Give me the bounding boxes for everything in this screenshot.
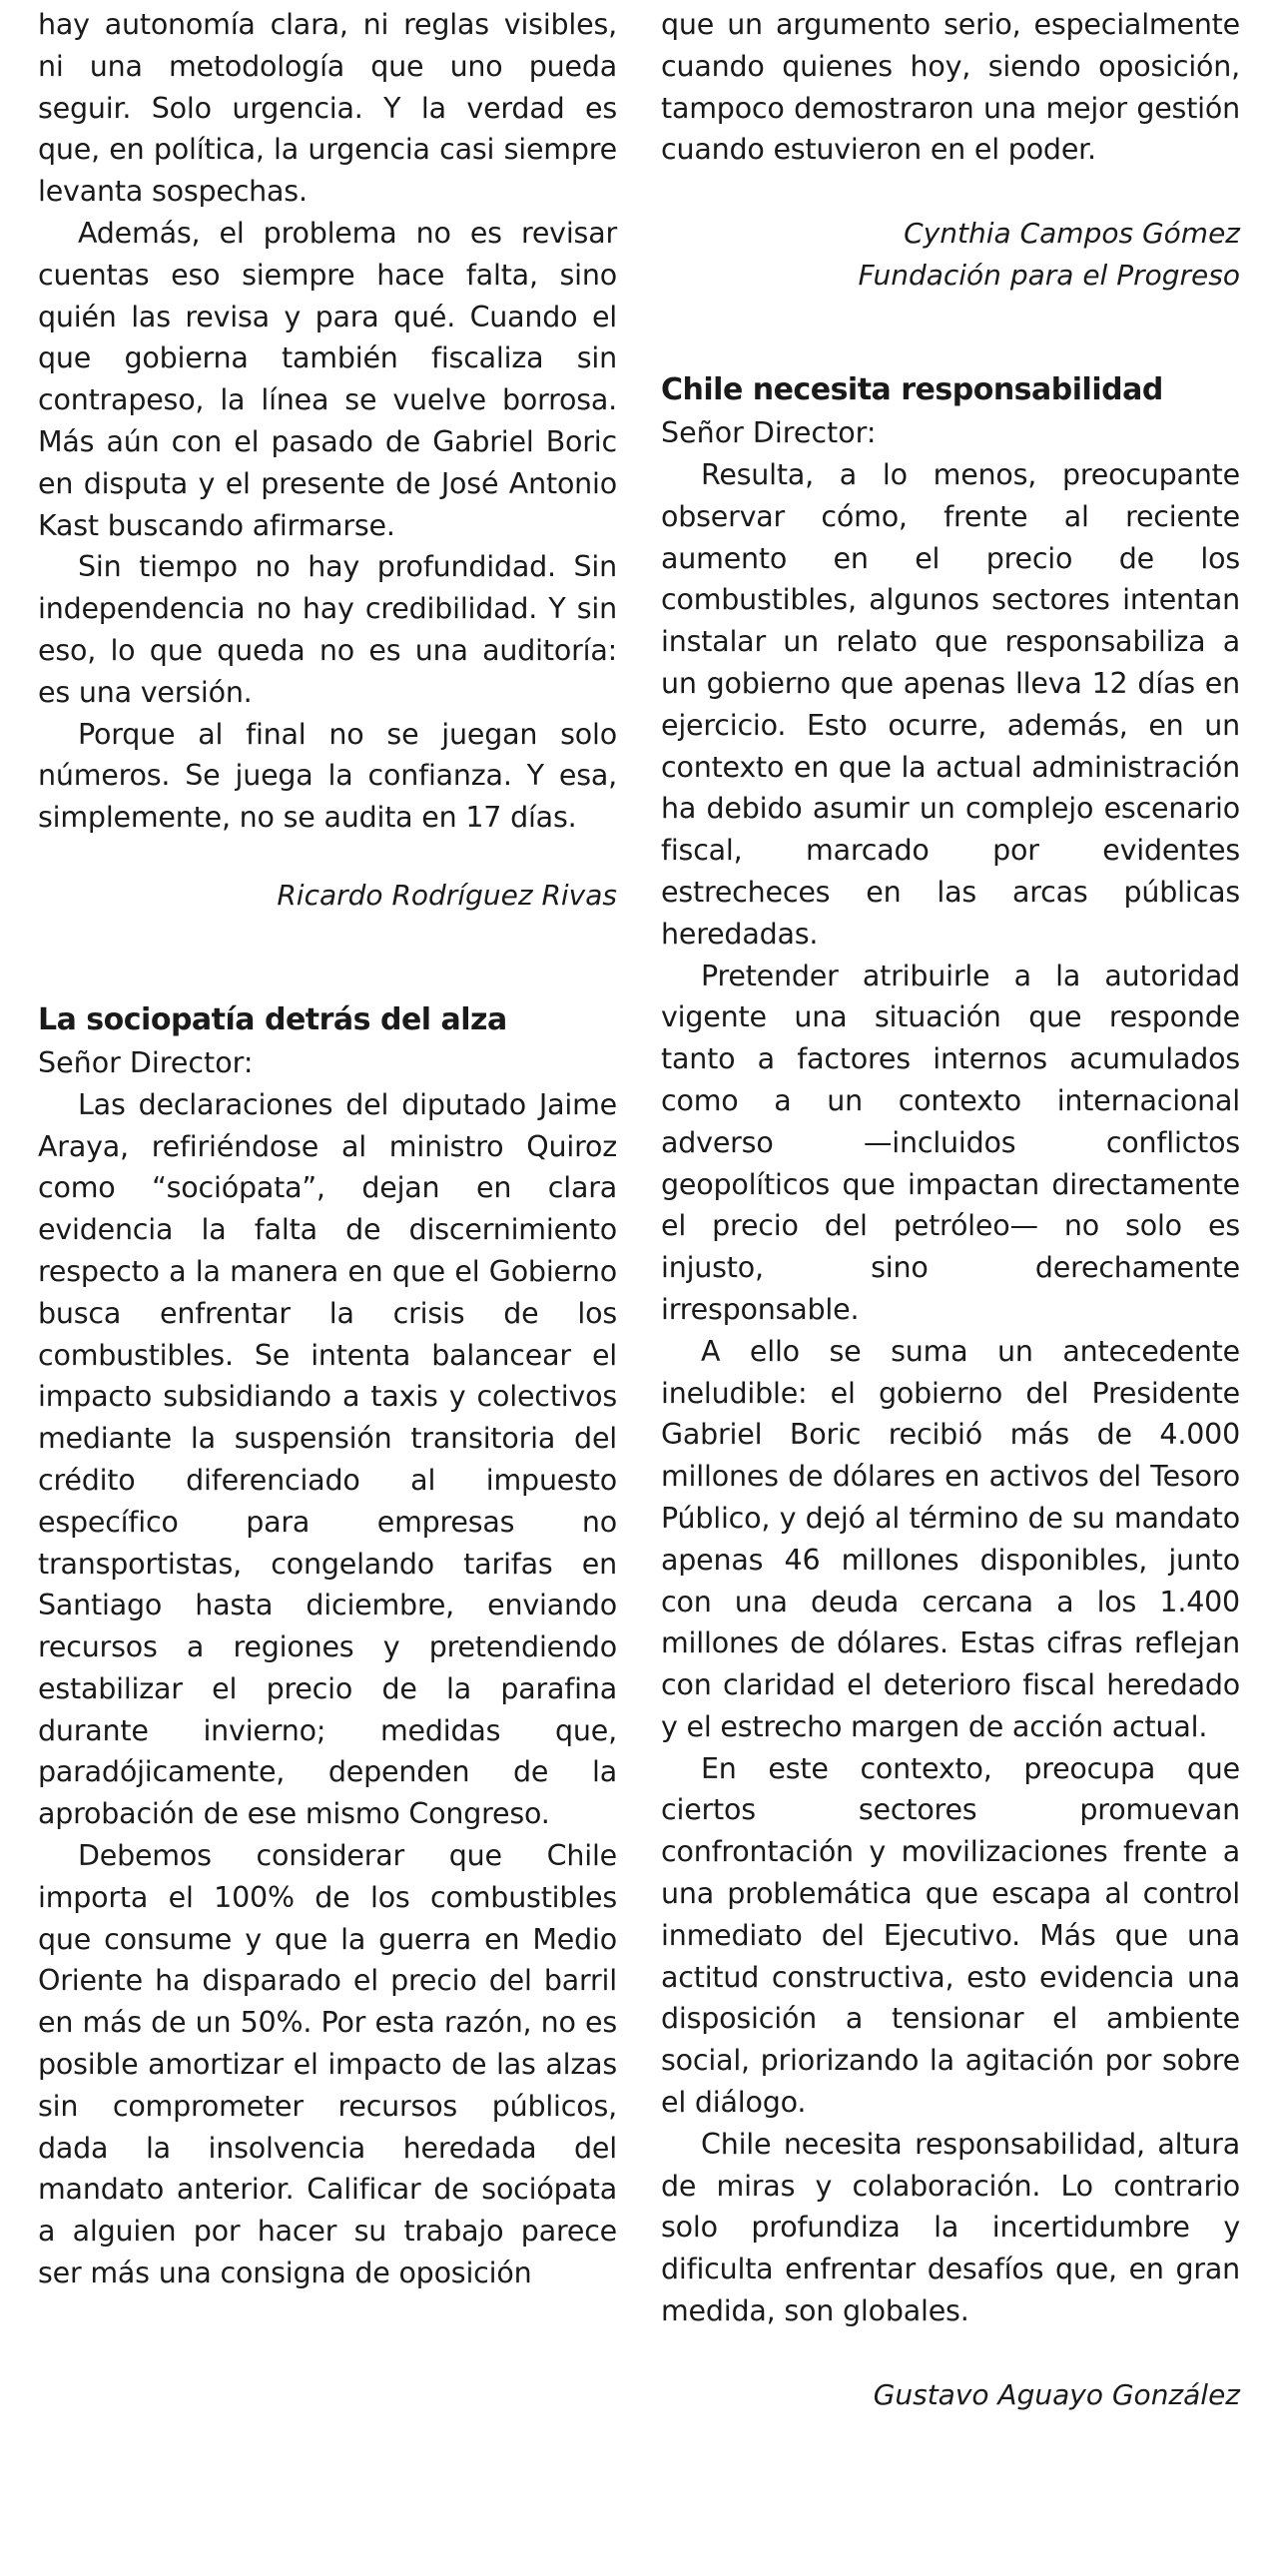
letter-responsabilidad <box>661 368 1240 2416</box>
letter-salutation: Señor Director: <box>38 1045 254 1079</box>
letter-paragraph: Sin tiempo no hay profundidad. Sin independencia no hay credibilidad. Y sin eso, lo que queda no es una auditoría: es una versión. <box>38 550 617 709</box>
letter-paragraph: Debemos considerar que Chile importa el 100% de los combustibles que consume y que la guerra en Medio Oriente ha disparado el precio del barril en más de un 50%. Por esta razón, no es posible amortizar el impacto de las alzas sin comprometer recursos públicos, dada la insolvencia heredada del mandato anterior. Calificar de sociópata a alguien por hacer su trabajo parece ser más una consigna de oposición <box>38 1839 617 2290</box>
letter-paragraph: que un argumento serio, especialmente cuando quienes hoy, siendo oposición, tampoco demostraron una mejor gestión cuando estuvieron en el poder. <box>661 8 1240 167</box>
letter-headline: Chile necesita responsabilidad <box>661 372 1163 408</box>
letter-signature: Ricardo Rodríguez Rivas <box>277 878 617 912</box>
letter-paragraph: Resulta, a lo menos, preocupante observar cómo, frente al reciente aumento en el precio de los combustibles, algunos sectores intentan instalar un relato que responsabiliza a un gobierno que apenas lleva 12 días en ejercicio. Esto ocurre, además, en un contexto en que la actual administración ha debido asumir un complejo escenario fiscal, marcado por evidentes estrecheces en las arcas públicas heredadas. <box>661 457 1240 951</box>
letter-signature-org: Fundación para el Progreso <box>858 259 1240 293</box>
letter-headline: La sociopatía detrás del alza <box>38 1001 507 1037</box>
letter-paragraph: Las declaraciones del diputado Jaime Araya, refiriéndose al ministro Quiroz como “sociópata”, dejan en clara evidencia la falta de discernimiento respecto a la manera en que el Gobierno busca enfrentar la crisis de los combustibles. Se intenta balancear el impacto subsidiando a taxis y colectivos mediante la suspensión transitoria del crédito diferenciado al impuesto específico para empresas no transportistas, congelando tarifas en Santiago hasta diciembre, enviando recursos a regiones y pretendiendo estabilizar el precio de la parafina durante invierno; medidas que, paradójicamente, dependen de la aprobación de ese mismo Congreso. <box>38 1087 617 1831</box>
letter-paragraph: Además, el problema no es revisar cuentas eso siempre hace falta, sino quién las revisa y para qué. Cuando el que gobierna también fiscaliza sin contrapeso, la línea se vuelve borrosa. Más aún con el pasado de Gabriel Boric en disputa y el presente de José Antonio Kast buscando afirmarse. <box>38 216 617 542</box>
letter-paragraph: Pretender atribuirle a la autoridad vigente una situación que responde tanto a factores internos acumulados como a un contexto internacional adverso —incluidos conflictos geopolíticos que impactan directamente el precio del petróleo— no solo es injusto, sino derechamente irresponsable. <box>661 959 1240 1326</box>
letter-signature-name: Cynthia Campos Gómez <box>904 217 1240 251</box>
letter-paragraph: hay autonomía clara, ni reglas visibles, ni una metodología que uno pueda seguir. Solo urgencia. Y la verdad es que, en política, la urgencia casi siempre levanta sospechas. <box>38 8 617 209</box>
letter-paragraph: Porque al final no se juegan solo números. Se juega la confianza. Y esa, simplemente, no se audita en 17 días. <box>38 717 617 835</box>
letter-paragraph: Chile necesita responsabilidad, altura de miras y colaboración. Lo contrario solo profundiza la incertidumbre y dificulta enfrentar desafíos que, en gran medida, son globales. <box>661 2127 1240 2328</box>
letter-sociopatia-continuation <box>661 4 1240 297</box>
letter-paragraph: En este contexto, preocupa que ciertos sectores promuevan confrontación y movilizaciones frente a una problemática que escapa al control inmediato del Ejecutivo. Más que una actitud constructiva, esto evidencia una disposición a tensionar el ambiente social, priorizando la agitación por sobre el diálogo. <box>661 1751 1240 2120</box>
right-column <box>661 0 1240 2576</box>
left-column <box>38 0 617 2576</box>
letter-signature: Gustavo Aguayo González <box>873 2377 1240 2411</box>
letter-sociopatia <box>38 998 617 2294</box>
letter-ricardo-rodriguez <box>38 4 617 917</box>
letter-paragraph: A ello se suma un antecedente ineludible: el gobierno del Presidente Gabriel Boric recibió más de 4.000 millones de dólares en activos del Tesoro Público, y dejó al término de su mandato apenas 46 millones disponibles, junto con una deuda cercana a los 1.400 millones de dólares. Estas cifras reflejan con claridad el deterioro fiscal heredado y el estrecho margen de acción actual. <box>661 1334 1240 1743</box>
letter-salutation: Señor Director: <box>661 416 877 450</box>
